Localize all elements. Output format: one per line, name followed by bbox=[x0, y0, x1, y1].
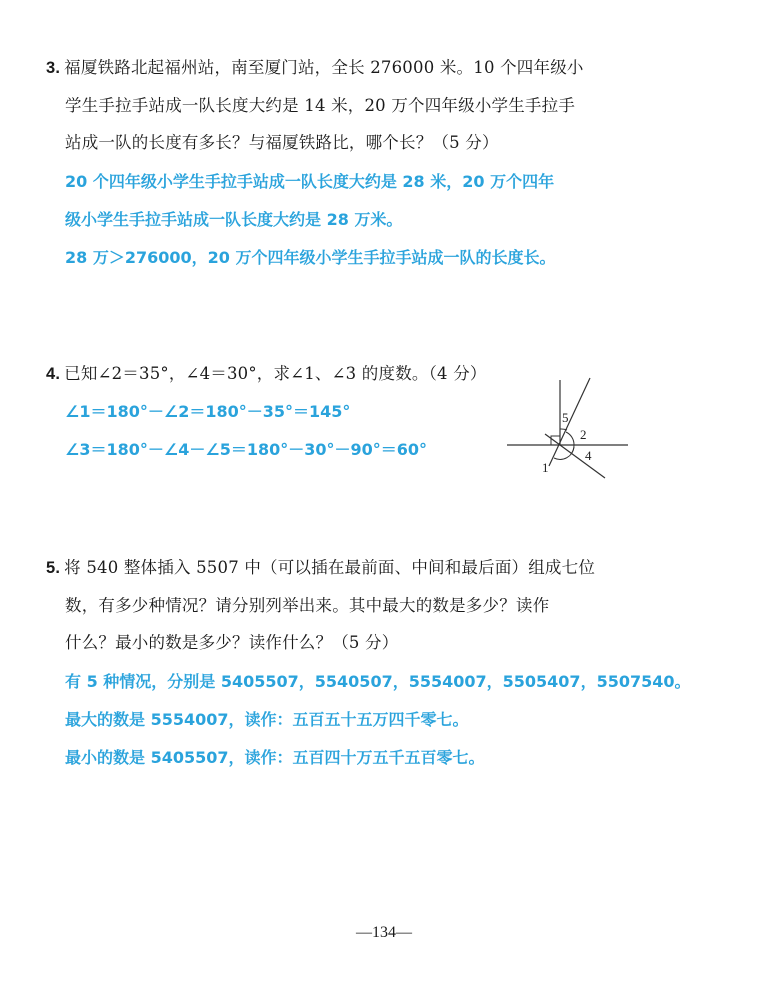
problem-3-question-line-1 bbox=[46, 57, 584, 79]
angle-label-4: 4 bbox=[585, 448, 592, 463]
angle-label-5: 5 bbox=[562, 410, 569, 425]
problem-4-question-text-1: 已知∠2＝35°，∠4＝30°，求∠1、∠3 的度数。（4 分） bbox=[64, 364, 487, 383]
problem-3-question-line-2: 学生手拉手站成一队长度大约是 14 米，20 万个四年级小学生手拉手 bbox=[65, 96, 576, 115]
problem-4-question-line-1 bbox=[46, 363, 487, 385]
problem-5-answer-line-3: 最小的数是 5405507，读作：五百四十万五千五百零七。 bbox=[65, 748, 485, 767]
problem-5-question-text-1: 将 540 整体插入 5507 中（可以插在最前面、中间和最后面）组成七位 bbox=[64, 558, 596, 577]
angle-2-arc bbox=[566, 432, 574, 445]
angle-label-1: 1 bbox=[542, 460, 549, 475]
problem-4-answer-line-2: ∠3＝180°－∠4－∠5＝180°－30°－90°＝60° bbox=[65, 440, 428, 459]
problem-5-question-line-2: 数，有多少种情况？请分别列举出来。其中最大的数是多少？读作 bbox=[65, 596, 550, 615]
problem-3-answer-line-1: 20 个四年级小学生手拉手站成一队长度大约是 28 米，20 万个四年 bbox=[65, 172, 555, 191]
problem-5-answer-line-2: 最大的数是 5554007，读作：五百五十五万四千零七。 bbox=[65, 710, 469, 729]
slanted-line-a bbox=[549, 378, 590, 466]
angle-label-2: 2 bbox=[580, 427, 587, 442]
page-number: —134— bbox=[356, 924, 412, 941]
problem-3-question-line-3: 站成一队的长度有多长？与福厦铁路比，哪个长？（5 分） bbox=[65, 133, 499, 152]
problem-5-question-line-3: 什么？最小的数是多少？读作什么？（5 分） bbox=[65, 633, 399, 652]
problem-5-number: 5. bbox=[46, 559, 61, 577]
problem-4-number: 4. bbox=[46, 365, 61, 383]
problem-5-question-line-1 bbox=[46, 557, 595, 579]
problem-3-answer-line-2: 级小学生手拉手站成一队长度大约是 28 万米。 bbox=[65, 210, 403, 229]
problem-4-answer-line-1: ∠1＝180°－∠2＝180°－35°＝145° bbox=[65, 402, 351, 421]
problem-3-question-text-1: 福厦铁路北起福州站，南至厦门站，全长 276000 米。10 个四年级小 bbox=[64, 58, 584, 77]
problem-3-number: 3. bbox=[46, 59, 61, 77]
problem-5-answer-line-1: 有 5 种情况，分别是 5405507，5540507，5554007，5505407，5507540。 bbox=[65, 672, 691, 691]
problem-3-answer-line-3: 28 万＞276000，20 万个四年级小学生手拉手站成一队的长度长。 bbox=[65, 248, 556, 267]
angle-diagram bbox=[505, 374, 630, 484]
